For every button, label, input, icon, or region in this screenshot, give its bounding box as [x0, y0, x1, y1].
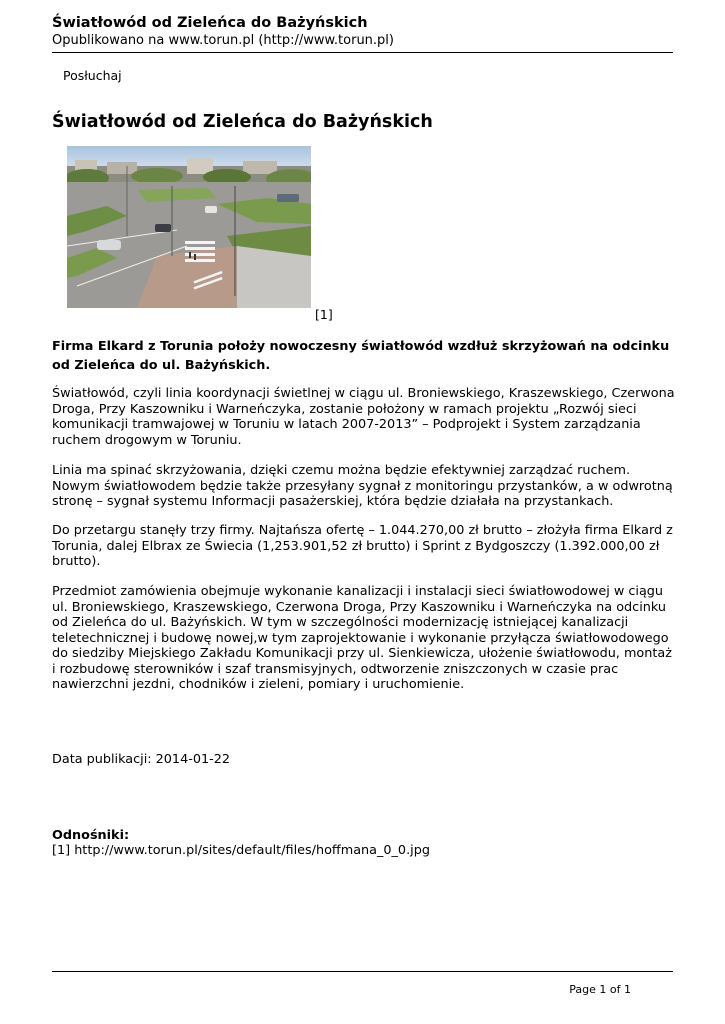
published-source: Opublikowano na www.torun.pl (http://www.torun.pl)	[52, 33, 394, 48]
article-photo	[67, 146, 311, 308]
article-title: Światłowód od Zieleńca do Bażyńskich	[52, 112, 433, 132]
article-lead: Firma Elkard z Torunia położy nowoczesny światłowód wzdłuż skrzyżowań na odcinku od Zieleńca do ul. Bażyńskich.	[52, 339, 670, 373]
header-divider	[52, 52, 673, 53]
references-title: Odnośniki:	[52, 828, 130, 843]
footer-divider	[52, 971, 673, 972]
article-paragraph: Światłowód, czyli linia koordynacji świetlnej w ciągu ul. Broniewskiego, Kraszewskiego, Czerwona Droga, Przy Kaszowniku i Warneńczyka, zostanie położony w ramach projektu „Rozwój sieci komunikacji tramwajowej w Toruniu w latach 2007-2013” – Podprojekt i System zarządzania ruchem drogowym w Toruniu.	[52, 386, 675, 448]
image-reference-marker[interactable]: [1]	[315, 307, 333, 322]
listen-link[interactable]: Posłuchaj	[63, 68, 122, 83]
article-paragraph: Linia ma spinać skrzyżowania, dzięki czemu można będzie efektywniej zarządzać ruchem. Nowym światłowodem będzie także przesyłany sygnał z monitoringu przystanków, a w odwrotną stronę – sygnał systemu Informacji pasażerskiej, która będzie działała na przystankach.	[52, 463, 673, 509]
site-title: Światłowód od Zieleńca do Bażyńskich	[52, 15, 368, 31]
article-paragraph: Do przetargu stanęły trzy firmy. Najtańsza ofertę – 1.044.270,00 zł brutto – złożyła firma Elkard z Torunia, dalej Elbrax ze Świecia (1,253.901,52 zł brutto) i Sprint z Bydgoszczy (1.392.000,00 zł brutto).	[52, 523, 673, 569]
publication-date: Data publikacji: 2014-01-22	[52, 752, 231, 767]
reference-link[interactable]: [1] http://www.torun.pl/sites/default/files/hoffmana_0_0.jpg	[52, 843, 430, 858]
article-paragraph: Przedmiot zamówienia obejmuje wykonanie kanalizacji i instalacji sieci światłowodowej w ciągu ul. Broniewskiego, Kraszewskiego, Czerwona Droga, Przy Kaszowniku i Warneńczyka na odcinku od Zieleńca do ul. Bażyńskich. W tym w szczególności modernizację istniejącej kanalizacji teletechnicznej i budowę nowej,w tym zaprojektowanie i wykonanie przyłącza światłowodowego do siedziby Miejskiego Zakładu Komunikacji przy ul. Sienkiewicza, ułożenie światłowodu, montaż i rozbudowę sterowników i szaf transmisyjnych, odtworzenie zniszczonych w czasie prac nawierzchni jezdni, chodników i zieleni, pomiary i uruchomienie.	[52, 584, 672, 692]
page-number: Page 1 of 1	[569, 983, 631, 996]
